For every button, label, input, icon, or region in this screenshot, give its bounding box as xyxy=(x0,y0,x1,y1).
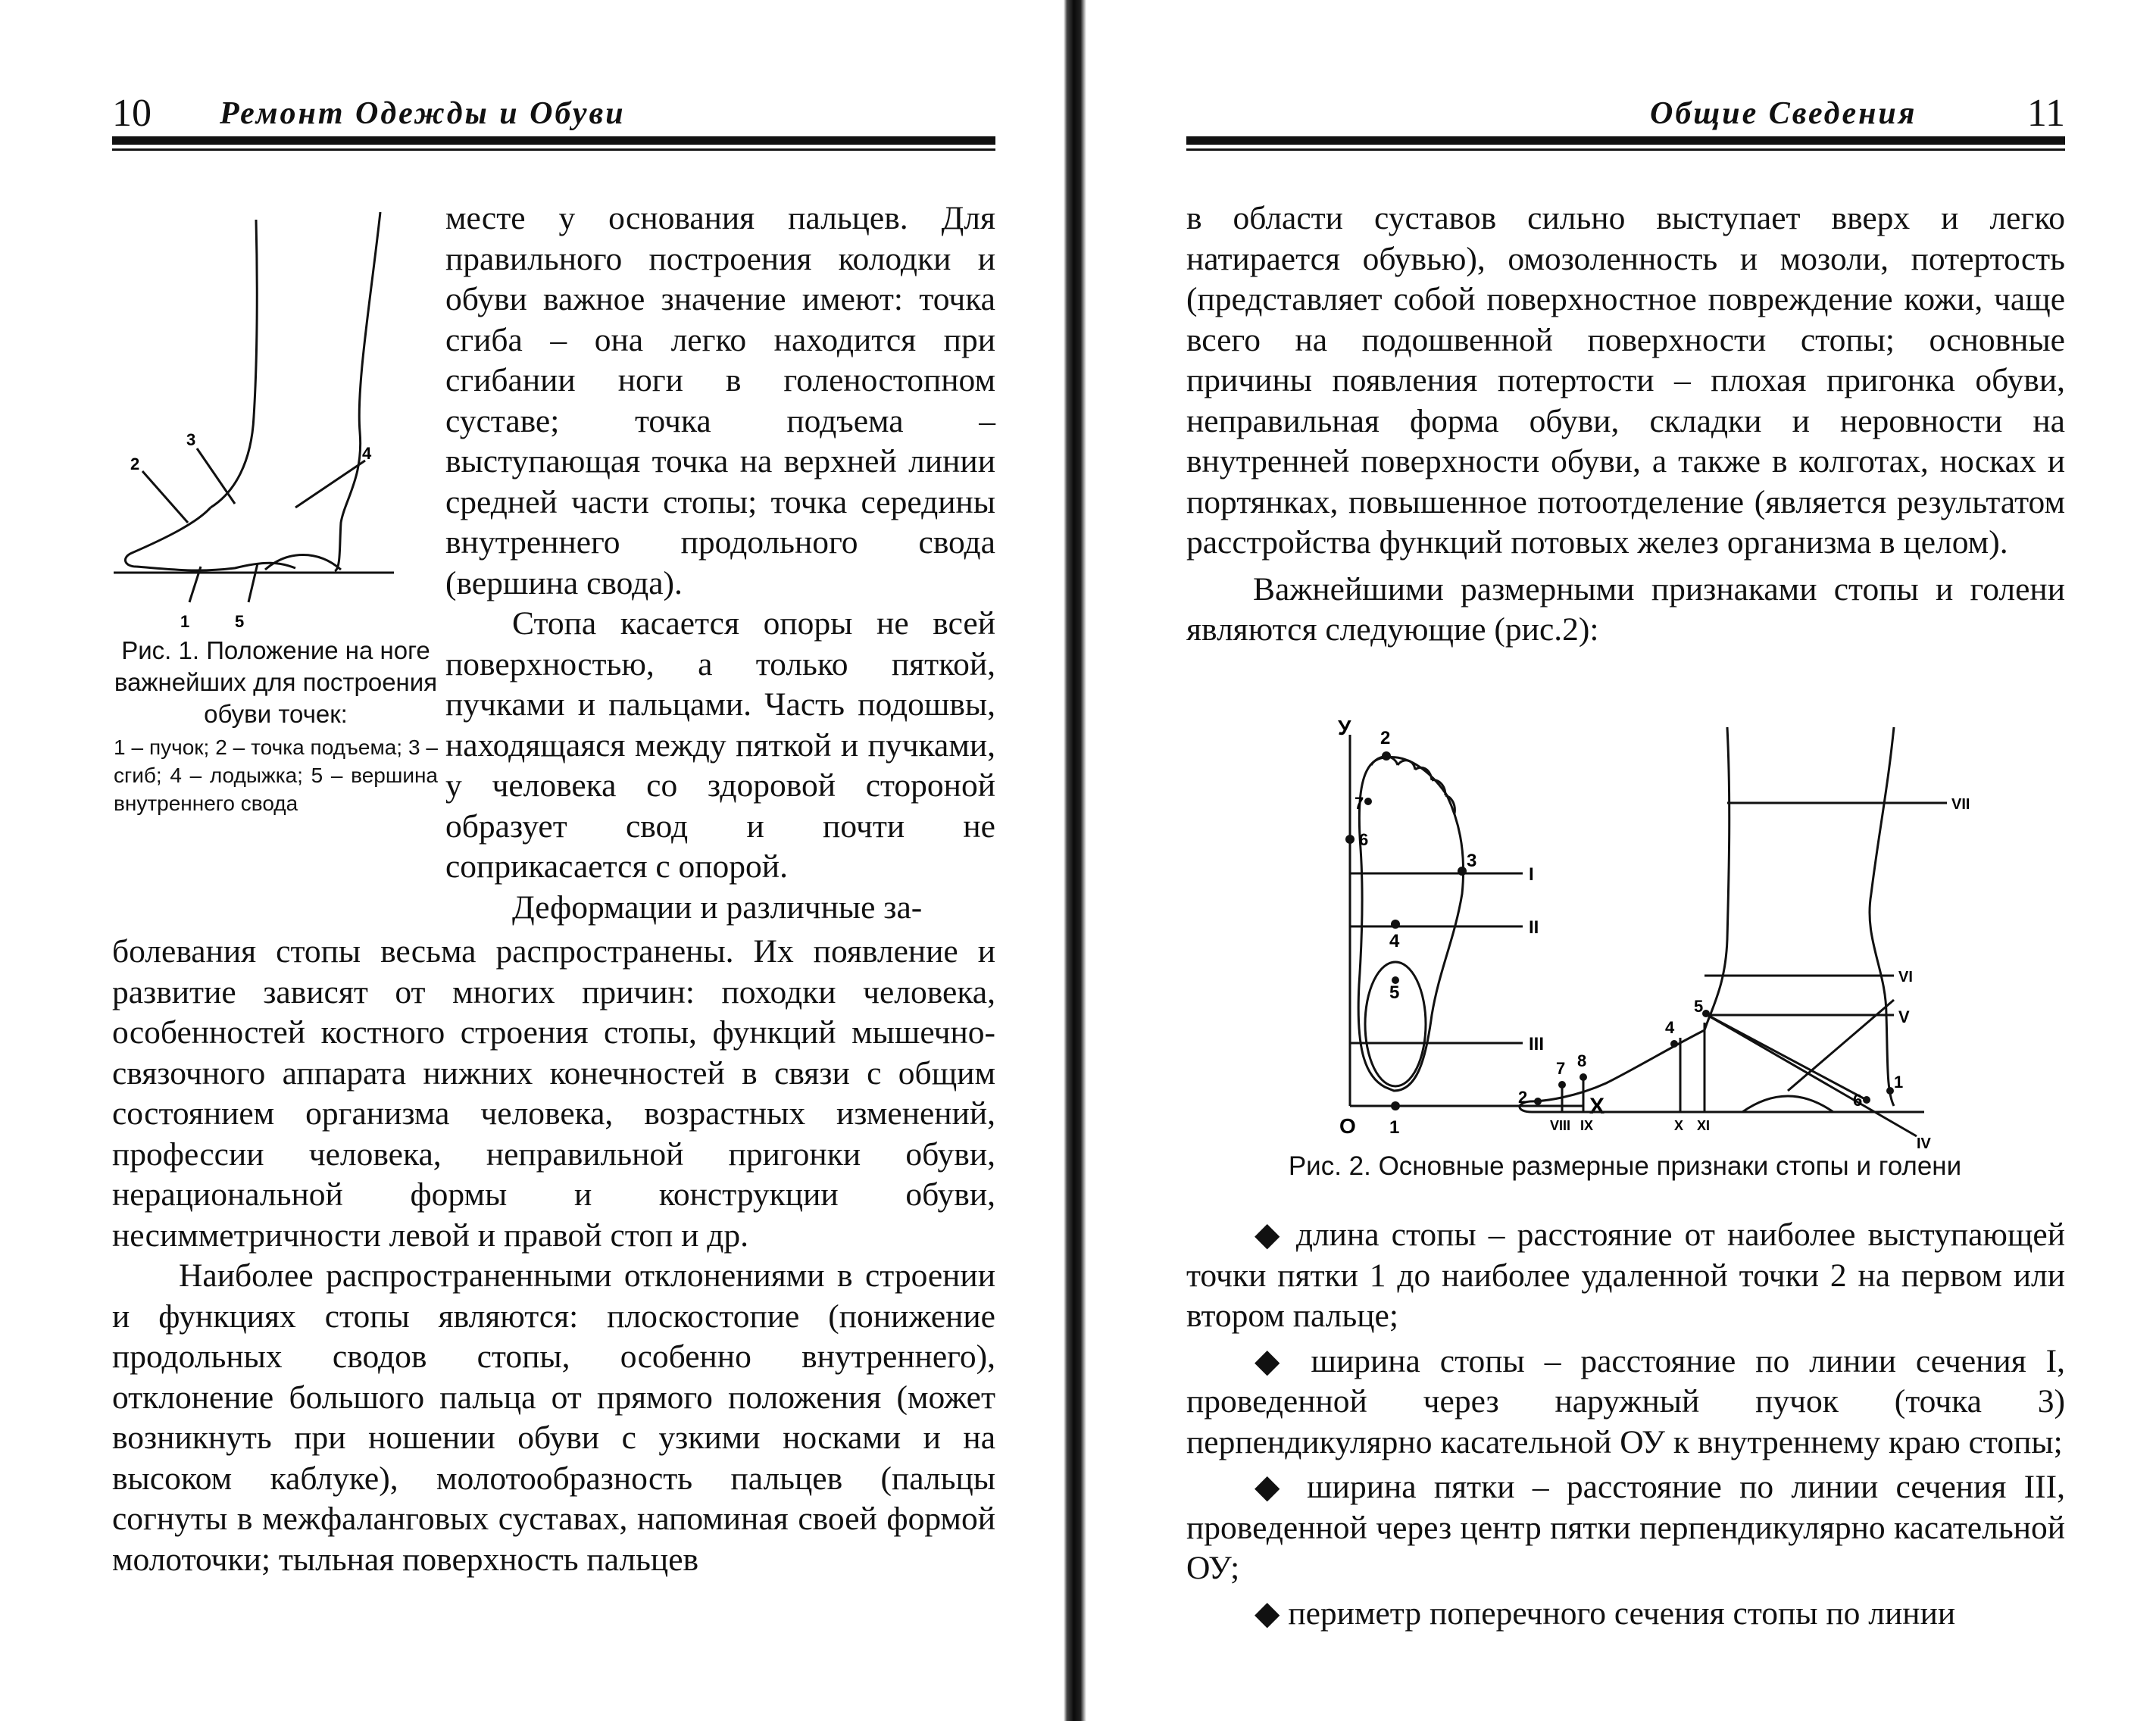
left-col-paragraph-2: Стопа касается опоры не всей поверхностью, а только пяткой, пучками и пальцами. Часть подошвы, находящаяся между пяткой и пучками, у человека со здоровой стороной образует свод и почти не соприкасается с опорой. xyxy=(445,605,995,885)
left-page xyxy=(0,0,1053,1721)
plan-line-II: II xyxy=(1529,917,1539,938)
pointer-2 xyxy=(142,471,188,523)
side-label-8: 8 xyxy=(1577,1051,1587,1070)
side-line-V: V xyxy=(1898,1007,1910,1026)
right-paragraph-1: в области суставов сильно выступает вверх и легко натирается обувью), омозоленность и мозоли, потертость (представляет собой поверхностное повреждение кожи, чаще всего на подошвенной поверхности стопы; основные причины появления потертости – плохая пригонка обуви, неправильная форма обуви, складки и неровности на внутренней поверхности обуви, а также в колготах, носках и портянках, повышенное потоотделение (является результатом расстройства функций потовых желез организма в целом). xyxy=(1186,200,2065,561)
leg-back-side xyxy=(1704,727,1729,1030)
side-point-2 xyxy=(1534,1098,1542,1105)
fig1-label-1: 1 xyxy=(180,612,190,629)
bullet-diamond-icon: ◆ xyxy=(1255,1595,1280,1632)
plan-label-1: 1 xyxy=(1389,1117,1400,1138)
side-bottom-XI: XI xyxy=(1697,1118,1711,1133)
plan-view xyxy=(1350,735,1583,1106)
side-point-6 xyxy=(1863,1096,1870,1104)
bullet-diamond-icon: ◆ xyxy=(1255,1217,1284,1253)
bullet-item xyxy=(1186,1467,2065,1589)
pointer-3 xyxy=(197,448,235,504)
right-header-rule xyxy=(1186,136,2065,145)
line-diag-up xyxy=(1788,1000,1894,1091)
right-page-number: 11 xyxy=(2026,92,2065,135)
side-line-IV: IV xyxy=(1917,1135,1931,1151)
bullet-text: ширина стопы – расстояние по линии сечения I, проведенной через наружный пучок (точка 3) перпендикулярно касательной ОУ к внутреннему краю стопы; xyxy=(1186,1342,2066,1460)
toe-outlines xyxy=(1371,757,1455,814)
plan-line-III: III xyxy=(1529,1034,1545,1054)
side-point-8 xyxy=(1580,1073,1587,1081)
bullet-text: длина стопы – расстояние от наиболее выступающей точки пятки 1 до наиболее удаленной точки 2 на первом или втором пальце; xyxy=(1186,1217,2065,1334)
side-label-2: 2 xyxy=(1518,1088,1528,1107)
bullet-text: ширина пятки – расстояние по линии сечения III, проведенной через центр пятки перпендикулярно касательной ОУ; xyxy=(1186,1469,2065,1586)
bullet-diamond-icon: ◆ xyxy=(1255,1342,1292,1379)
figure-1-caption xyxy=(114,635,438,817)
left-full-paragraph-1: болевания стопы весьма распространены. Их появление и развитие зависят от многих причин: походки человека, особенностей костного строения стопы, функций мышечно-связочного аппарата нижних конечностей в связи с общим состоянием организма человека, возрастных изменений, профессии человека, неправильной пригонки обуви, нерациональной формы и конструкции обуви, несимметричности левой и правой стоп и др. xyxy=(112,933,995,1254)
left-col-paragraph-1: месте у основания пальцев. Для правильного построения колодки и обуви важное значение имеют: точка сгиба – она легко находится при сгибании ноги в голеностопном суставе; точка подъема – выступающая точка на верхней линии средней части стопы; точка середины внутреннего продольного свода (вершина свода). xyxy=(445,200,995,601)
fig1-label-2: 2 xyxy=(130,454,140,473)
side-label-4: 4 xyxy=(1665,1018,1675,1037)
side-point-7 xyxy=(1558,1081,1566,1089)
bullet-text: периметр поперечного сечения стопы по линии xyxy=(1288,1595,1956,1632)
plan-point-7 xyxy=(1364,798,1372,805)
leg-front-outline xyxy=(335,212,380,571)
figure-1-caption-title: Рис. 1. Положение на ноге важнейших для построения обуви точек: xyxy=(114,636,438,728)
right-running-title: Общие Сведения xyxy=(1650,96,1917,131)
side-label-6: 6 xyxy=(1853,1091,1863,1110)
side-line-VII: VII xyxy=(1951,796,1970,813)
pointer-5 xyxy=(248,564,258,602)
right-page xyxy=(1098,0,2156,1721)
plan-point-3 xyxy=(1458,867,1467,876)
plan-point-4 xyxy=(1391,920,1400,929)
side-label-1: 1 xyxy=(1894,1073,1904,1092)
right-header-rule-thin xyxy=(1186,148,2065,151)
plan-point-2 xyxy=(1382,751,1391,761)
left-narrow-column xyxy=(445,198,995,928)
side-point-1 xyxy=(1886,1087,1894,1095)
bullet-item xyxy=(1186,1594,2065,1635)
foot-plan-outline xyxy=(1358,757,1463,1091)
left-header-rule xyxy=(112,136,995,145)
figure-1-caption-legend: 1 – пучок; 2 – точка подъема; 3 – сгиб; 4 – лодыжка; 5 – вершина внутреннего свода xyxy=(114,736,438,815)
side-label-5: 5 xyxy=(1694,997,1704,1016)
bullet-item xyxy=(1186,1342,2065,1463)
fig1-label-4: 4 xyxy=(362,444,372,463)
plan-point-1 xyxy=(1391,1101,1400,1110)
book-spine xyxy=(1064,0,1086,1721)
figure-2-drawing xyxy=(1318,712,2000,1151)
left-col-paragraph-3: Деформации и различные за- xyxy=(512,889,923,926)
side-point-5 xyxy=(1702,1010,1710,1017)
plan-axis-y: У xyxy=(1338,716,1351,739)
figure-1 xyxy=(114,205,417,629)
side-bottom-IX: IX xyxy=(1580,1118,1594,1133)
right-top-column xyxy=(1186,198,2065,651)
plan-label-2: 2 xyxy=(1380,728,1391,748)
side-bottom-X: X xyxy=(1674,1118,1684,1133)
plan-label-7: 7 xyxy=(1355,794,1364,813)
plan-label-5: 5 xyxy=(1389,982,1400,1003)
left-page-number: 10 xyxy=(112,92,152,135)
left-running-title: Ремонт Одежды и Обуви xyxy=(220,96,626,131)
bullet-diamond-icon: ◆ xyxy=(1255,1469,1289,1505)
left-header-rule-thin xyxy=(112,148,995,151)
side-point-4 xyxy=(1670,1040,1678,1048)
left-full-column xyxy=(112,932,995,1580)
foot-top-outline xyxy=(125,508,211,567)
arch-curve xyxy=(265,555,341,570)
leg-front-side xyxy=(1870,727,1894,1106)
plan-point-6 xyxy=(1345,835,1355,844)
right-bullet-list xyxy=(1186,1215,2065,1634)
fig1-label-3: 3 xyxy=(186,430,196,449)
side-bottom-VIII: VIII xyxy=(1550,1118,1571,1133)
leg-back-outline xyxy=(211,220,257,508)
side-label-7: 7 xyxy=(1556,1059,1566,1078)
fig1-label-5: 5 xyxy=(235,612,245,629)
line-diag-56 xyxy=(1704,1014,1864,1098)
figure-1-drawing xyxy=(114,205,417,629)
plan-origin: О xyxy=(1339,1114,1356,1138)
plan-axis-x: Х xyxy=(1589,1094,1605,1119)
figure-2-caption: Рис. 2. Основные размерные признаки стопы и голени xyxy=(1288,1151,1962,1181)
left-full-paragraph-2: Наиболее распространенными отклонениями в строении и функциях стопы являются: плоскостопие (понижение продольных сводов стопы, особенно внутреннего), отклонение большого пальца от прямого положения (может возникнуть при ношении обуви с узкими носками и на высоком каблуке), молотообразность пальцев (пальцы согнуты в межфаланговых суставах, напоминая своей формой молоточки; тыльная поверхность пальцев xyxy=(112,1257,995,1578)
figure-2 xyxy=(1318,712,2000,1151)
bullet-item xyxy=(1186,1215,2065,1337)
plan-label-3: 3 xyxy=(1467,851,1477,871)
plan-label-6: 6 xyxy=(1359,830,1369,849)
side-line-VI: VI xyxy=(1898,969,1913,985)
right-paragraph-2: Важнейшими размерными признаками стопы и голени являются следующие (рис.2): xyxy=(1186,570,2065,648)
arch-side xyxy=(1742,1096,1833,1112)
line-diag-IV xyxy=(1704,1014,1917,1136)
plan-line-I: I xyxy=(1529,864,1534,885)
plan-label-4: 4 xyxy=(1389,931,1400,951)
